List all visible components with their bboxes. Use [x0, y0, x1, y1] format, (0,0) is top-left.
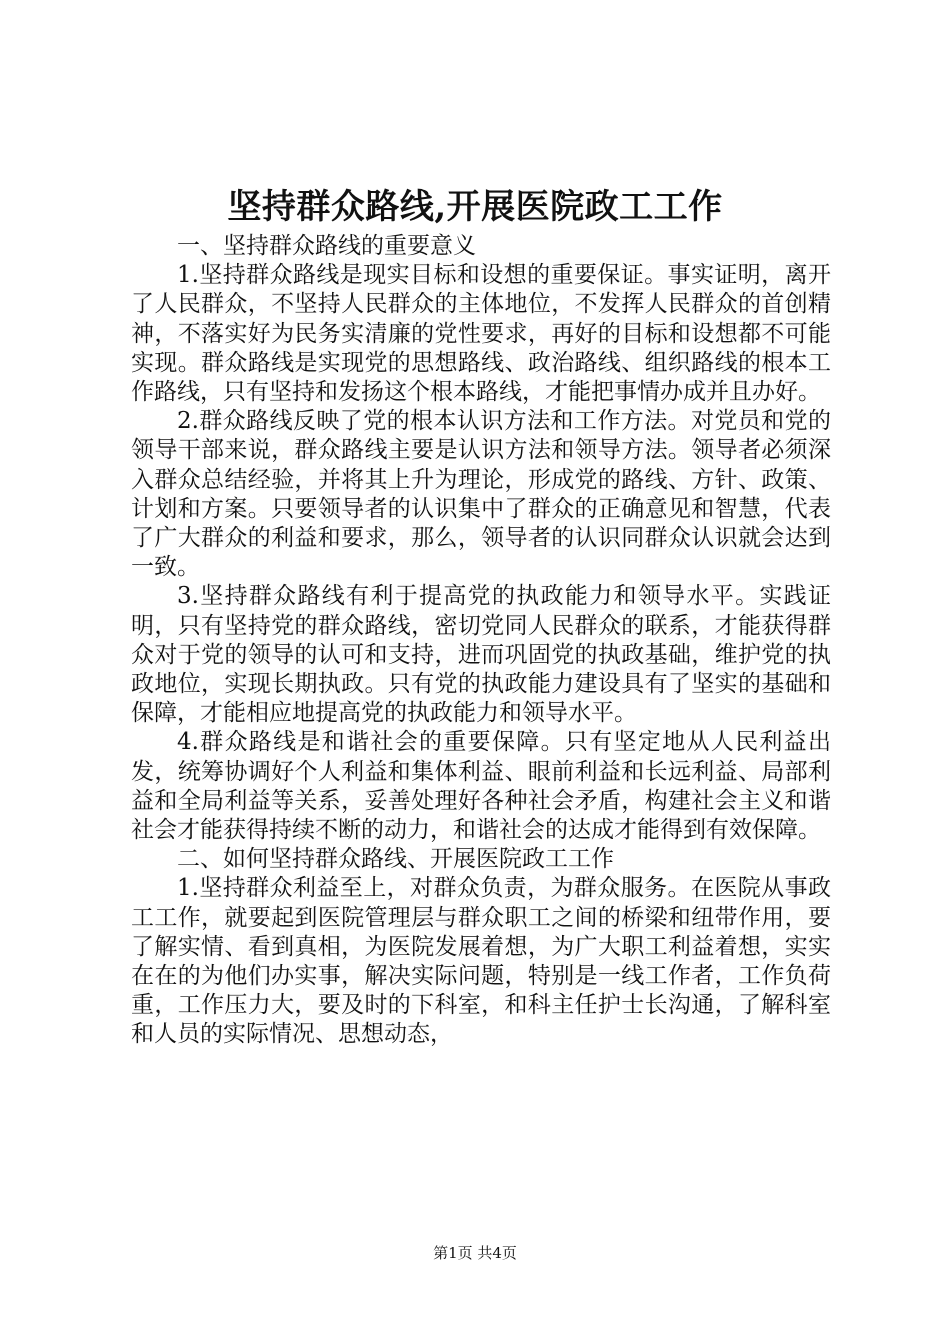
paragraph-1-2: 2.群众路线反映了党的根本认识方法和工作方法。对党员和党的领导干部来说，群众路线主要是认识方法和领导方法。领导者必须深入群众总结经验，并将其上升为理论，形成党的路线、方针、政策、计划和方案。只要领导者的认识集中了群众的正确意见和智慧，代表了广大群众的利益和要求，那么，领导者的认识同群众认识就会达到一致。 [131, 408, 831, 581]
paragraph-1-1: 1.坚持群众路线是现实目标和设想的重要保证。事实证明，离开了人民群众，不坚持人民群众的主体地位，不发挥人民群众的首创精神，不落实好为民务实清廉的党性要求，再好的目标和设想都不可能实现。群众路线是实现党的思想路线、政治路线、组织路线的根本工作路线，只有坚持和发扬这个根本路线，才能把事情办成并且办好。 [131, 262, 831, 406]
paragraph-1-4: 4.群众路线是和谐社会的重要保障。只有坚定地从人民利益出发，统筹协调好个人利益和集体利益、眼前利益和长远利益、局部利益和全局利益等关系，妥善处理好各种社会矛盾，构建社会主义和谐社会才能获得持续不断的动力，和谐社会的达成才能得到有效保障。 [131, 729, 831, 844]
document-body [131, 232, 831, 1050]
paragraph-1-3: 3.坚持群众路线有利于提高党的执政能力和领导水平。实践证明，只有坚持党的群众路线，密切党同人民群众的联系，才能获得群众对于党的领导的认可和支持，进而巩固党的执政基础，维护党的执政地位，实现长期执政。只有党的执政能力建设具有了坚实的基础和保障，才能相应地提高党的执政能力和领导水平。 [131, 583, 831, 727]
paragraph-2-1: 1.坚持群众利益至上，对群众负责，为群众服务。在医院从事政工工作，就要起到医院管理层与群众职工之间的桥梁和纽带作用，要了解实情、看到真相，为医院发展着想，为广大职工利益着想，实实在在的为他们办实事，解决实际问题，特别是一线工作者，工作负荷重，工作压力大，要及时的下科室，和科主任护士长沟通，了解科室和人员的实际情况、思想动态， [131, 875, 831, 1048]
page-footer: 第1页 共4页 [433, 1244, 517, 1262]
section-heading-1: 一、坚持群众路线的重要意义 [177, 233, 476, 259]
section-heading-2: 二、如何坚持群众路线、开展医院政工工作 [177, 846, 614, 873]
document-title: 坚持群众路线,开展医院政工工作 [227, 187, 723, 227]
